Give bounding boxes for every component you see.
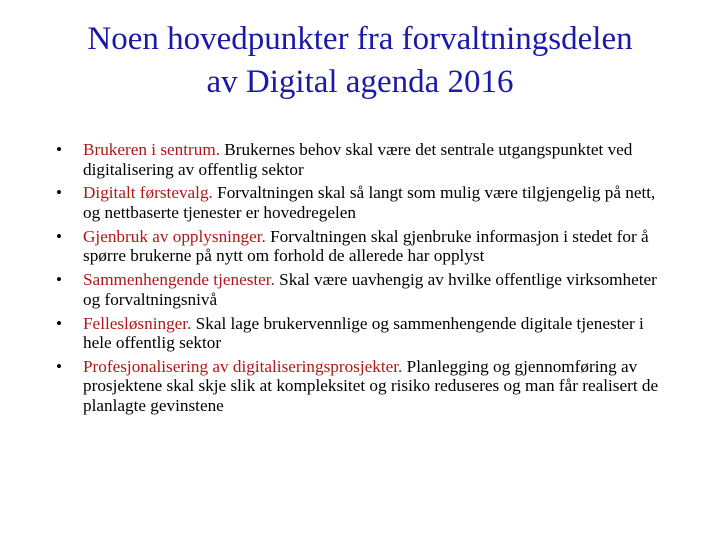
bullet-item — [56, 270, 662, 309]
bullet-item — [56, 357, 662, 416]
bullet-text: Brukernes behov skal være det sentrale utgangspunktet ved digitalisering av offentlig sektor — [83, 140, 633, 179]
bullet-dot-icon: • — [56, 183, 63, 203]
bullet-heading: Gjenbruk av opplysninger. — [83, 226, 266, 246]
bullet-dot-icon: • — [56, 140, 63, 159]
bullet-list — [56, 140, 662, 420]
bullet-text: Skal være uavhengig av hvilke offentlige virksomheter og forvaltningsnivå — [83, 270, 657, 309]
bullet-heading: Brukeren i sentrum. — [83, 140, 220, 159]
bullet-item — [56, 183, 662, 222]
bullet-dot-icon: • — [56, 313, 63, 333]
bullet-heading: Digitalt førstevalg. — [83, 183, 213, 203]
bullet-heading: Sammenhengende tjenester. — [83, 270, 275, 290]
bullet-text: Skal lage brukervennlige og sammenhengende digitale tjenester i hele offentlig sektor — [83, 313, 644, 353]
bullet-text: Forvaltningen skal så langt som mulig være tilgjengelig på nett, og nettbaserte tjenester er hovedregelen — [83, 183, 656, 222]
title-line-2: av Digital agenda 2016 — [206, 64, 514, 100]
bullet-item — [56, 140, 662, 179]
title-line-1: Noen hovedpunkter fra forvaltningsdelen — [87, 21, 633, 57]
bullet-text: Planlegging og gjennomføring av prosjektene skal skje slik at kompleksitet og risiko reduseres og man får realisert de planlagte gevinstene — [83, 356, 659, 416]
slide-title — [40, 18, 680, 104]
bullet-dot-icon: • — [56, 356, 63, 376]
bullet-dot-icon: • — [56, 270, 63, 290]
bullet-item — [56, 227, 662, 266]
bullet-text: Forvaltningen skal gjenbruke informasjon i stedet for å spørre brukerne på nytt om forhold de allerede har opplyst — [83, 226, 649, 266]
bullet-heading: Profesjonalisering av digitaliseringsprosjekter. — [83, 356, 403, 376]
bullet-dot-icon: • — [56, 226, 63, 246]
bullet-heading: Fellesløsninger. — [83, 313, 192, 333]
bullet-item — [56, 314, 662, 353]
